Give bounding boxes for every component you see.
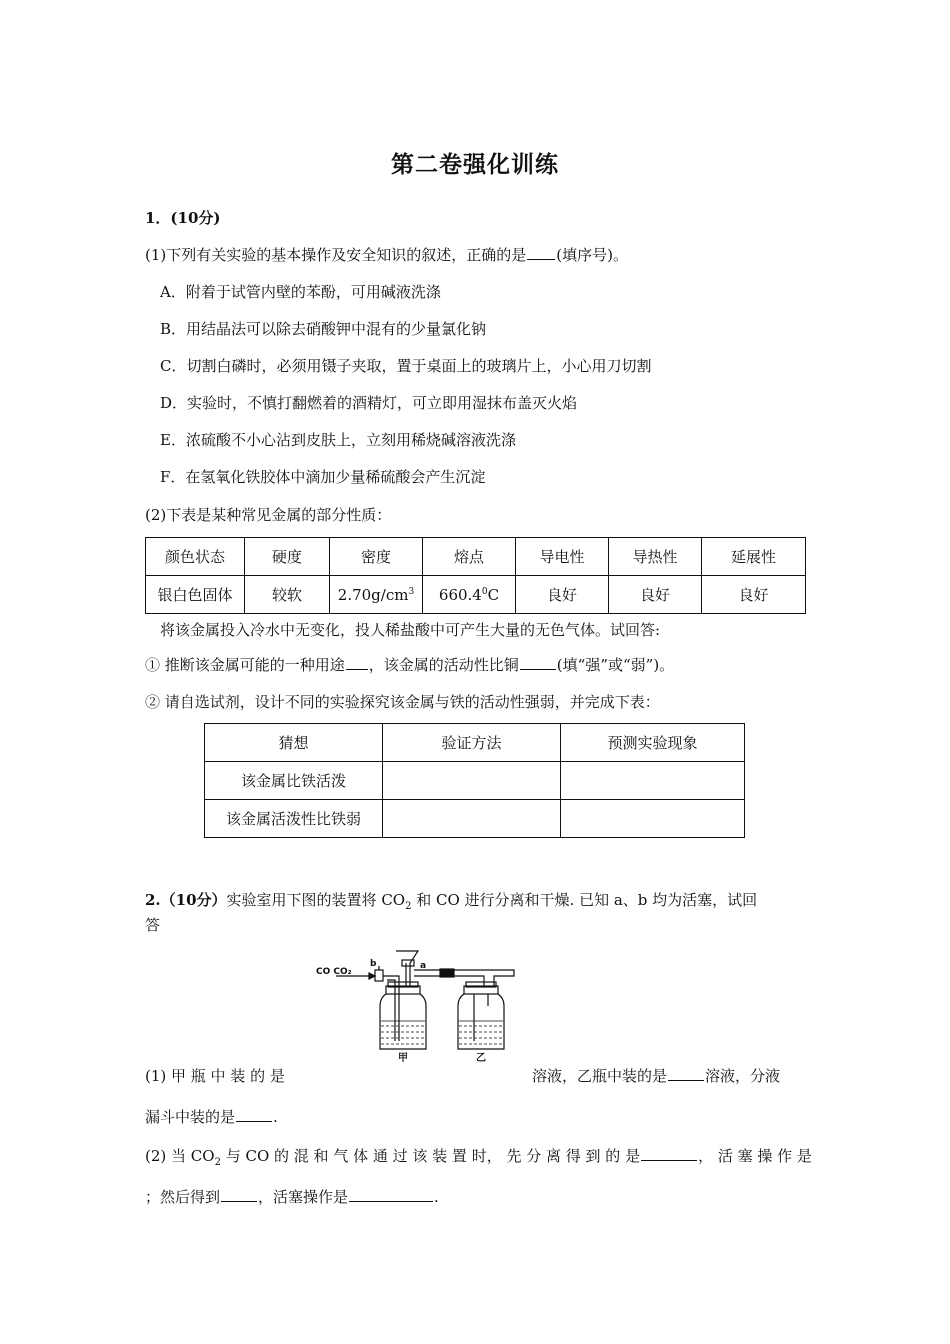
q2-part1-b bbox=[532, 1065, 780, 1086]
table-header-cell: 导热性 bbox=[609, 538, 702, 576]
q2-part1-d bbox=[145, 1106, 278, 1127]
table-header-cell: 延展性 bbox=[702, 538, 806, 576]
q1-part4-text-c: (填“强”或“弱”)。 bbox=[556, 656, 675, 674]
q2-part1-text-d: 漏斗中装的是 bbox=[145, 1108, 236, 1126]
option-a: A．附着于试管内壁的苯酚，可用碱液洗涤 bbox=[160, 283, 441, 301]
answer-blank[interactable] bbox=[221, 1187, 257, 1202]
co2-subscript: 2 bbox=[405, 901, 412, 912]
table-row bbox=[146, 576, 806, 614]
table-cell bbox=[423, 576, 516, 614]
option-f: F．在氢氧化铁胶体中滴加少量稀硫酸会产生沉淀 bbox=[160, 468, 486, 486]
table-header-cell: 验证方法 bbox=[383, 724, 561, 762]
table-header-cell: 硬度 bbox=[245, 538, 330, 576]
answer-blank[interactable] bbox=[520, 655, 556, 670]
q2-intro-a: 实验室用下图的装置将 CO bbox=[226, 891, 406, 909]
answer-cell[interactable] bbox=[561, 800, 745, 838]
valve-a-label: a bbox=[420, 961, 427, 971]
answer-blank[interactable] bbox=[346, 655, 368, 670]
density-exponent: 3 bbox=[408, 586, 415, 597]
q1-heading: 1．(10分) bbox=[145, 209, 221, 227]
bottle-jia-label: 甲 bbox=[398, 1053, 408, 1064]
q1-part1-text: (1)下列有关实验的基本操作及安全知识的叙述，正确的是 bbox=[145, 246, 527, 264]
melting-point-value: 660.4 bbox=[438, 585, 482, 604]
co2-subscript: 2 bbox=[214, 1157, 221, 1168]
table-cell: 良好 bbox=[516, 576, 609, 614]
table-cell bbox=[330, 576, 423, 614]
table-header-cell: 熔点 bbox=[423, 538, 516, 576]
q2-part2-text-f: . bbox=[434, 1188, 439, 1206]
answer-blank[interactable] bbox=[236, 1107, 272, 1122]
table-header-cell: 密度 bbox=[330, 538, 423, 576]
table-header-cell: 预测实验现象 bbox=[561, 724, 745, 762]
q1-part2: (2)下表是某种常见金属的部分性质： bbox=[145, 506, 392, 524]
table-row bbox=[205, 762, 745, 800]
option-d: D．实验时，不慎打翻燃着的酒精灯，可立即用湿抹布盖灭火焰 bbox=[160, 394, 578, 412]
table-header-cell: 猜想 bbox=[205, 724, 383, 762]
table-cell: 良好 bbox=[609, 576, 702, 614]
table-cell: 该金属比铁活泼 bbox=[205, 762, 383, 800]
q2-part2-text-b: 与 CO 的 混 和 气 体 通 过 该 装 置 时， 先 分 离 得 到 的 是 bbox=[220, 1147, 641, 1165]
density-value: 2.70g/cm bbox=[337, 585, 409, 604]
q2-part1-a: (1) 甲 瓶 中 装 的 是 bbox=[145, 1067, 285, 1085]
q2-part1-text-b: 溶液，乙瓶中装的是 bbox=[532, 1067, 668, 1085]
metal-properties-table bbox=[145, 537, 806, 614]
valve-b-label: b bbox=[370, 959, 377, 969]
q1-part1 bbox=[145, 244, 628, 265]
table-cell: 银白色固体 bbox=[146, 576, 245, 614]
q2-intro-c: 答 bbox=[145, 916, 161, 934]
answer-cell[interactable] bbox=[561, 762, 745, 800]
q2-heading: 2.（10分） bbox=[145, 891, 227, 909]
answer-blank[interactable] bbox=[349, 1187, 433, 1202]
q1-part3: 将该金属投入冷水中无变化，投人稀盐酸中可产生大量的无色气体。试回答: bbox=[160, 621, 661, 639]
degree-superscript: 0 bbox=[481, 586, 488, 597]
answer-blank[interactable] bbox=[527, 245, 555, 260]
gas-separation-apparatus bbox=[314, 946, 524, 1064]
q2-part2 bbox=[145, 1145, 812, 1168]
inlet-label: CO CO₂ bbox=[316, 967, 352, 977]
option-c: C．切割白磷时，必须用镊子夹取，置于桌面上的玻璃片上，小心用刀切割 bbox=[160, 357, 652, 375]
page-title: 第二卷强化训练 bbox=[391, 151, 559, 178]
q2-intro-b: 和 CO 进行分离和干燥. 已知 a、b 均为活塞，试回 bbox=[411, 891, 758, 909]
table-cell: 该金属活泼性比铁弱 bbox=[205, 800, 383, 838]
answer-cell[interactable] bbox=[383, 762, 561, 800]
q1-part4-text-a: ① 推断该金属可能的一种用途 bbox=[145, 656, 345, 674]
q1-part1-tail: (填序号)。 bbox=[556, 246, 628, 264]
table-cell: 较软 bbox=[245, 576, 330, 614]
table-header-row bbox=[146, 538, 806, 576]
table-row bbox=[205, 800, 745, 838]
q2-part2-text-c: ， 活 塞 操 作 是 bbox=[698, 1147, 812, 1165]
answer-blank[interactable] bbox=[641, 1146, 697, 1161]
q1-part5: ② 请自选试剂，设计不同的实验探究该金属与铁的活动性强弱，并完成下表： bbox=[145, 693, 660, 711]
q2-part2-text-d: ；然后得到 bbox=[145, 1188, 221, 1206]
melting-point-unit: C bbox=[487, 585, 500, 604]
q2-part2-text-a: (2) 当 CO bbox=[145, 1147, 215, 1165]
q2-part1-text-c: 溶液，分液 bbox=[705, 1067, 781, 1085]
q2-part1-text-e: . bbox=[273, 1108, 278, 1126]
q2-part2-cont bbox=[145, 1186, 439, 1207]
table-header-cell: 颜色状态 bbox=[146, 538, 245, 576]
table-cell: 良好 bbox=[702, 576, 806, 614]
answer-blank[interactable] bbox=[668, 1066, 704, 1081]
bottle-yi-label: 乙 bbox=[476, 1053, 486, 1064]
table-header-cell: 导电性 bbox=[516, 538, 609, 576]
experiment-design-table bbox=[204, 723, 745, 838]
answer-cell[interactable] bbox=[383, 800, 561, 838]
q1-part4-text-b: ，该金属的活动性比铜 bbox=[368, 656, 519, 674]
table-header-row bbox=[205, 724, 745, 762]
q1-part4 bbox=[145, 654, 674, 675]
q2-part2-text-e: ，活塞操作是 bbox=[258, 1188, 349, 1206]
q2-intro bbox=[145, 889, 757, 912]
option-b: B．用结晶法可以除去硝酸钾中混有的少量氯化钠 bbox=[160, 320, 487, 338]
option-e: E．浓硫酸不小心沾到皮肤上，立刻用稀烧碱溶液洗涤 bbox=[160, 431, 516, 449]
